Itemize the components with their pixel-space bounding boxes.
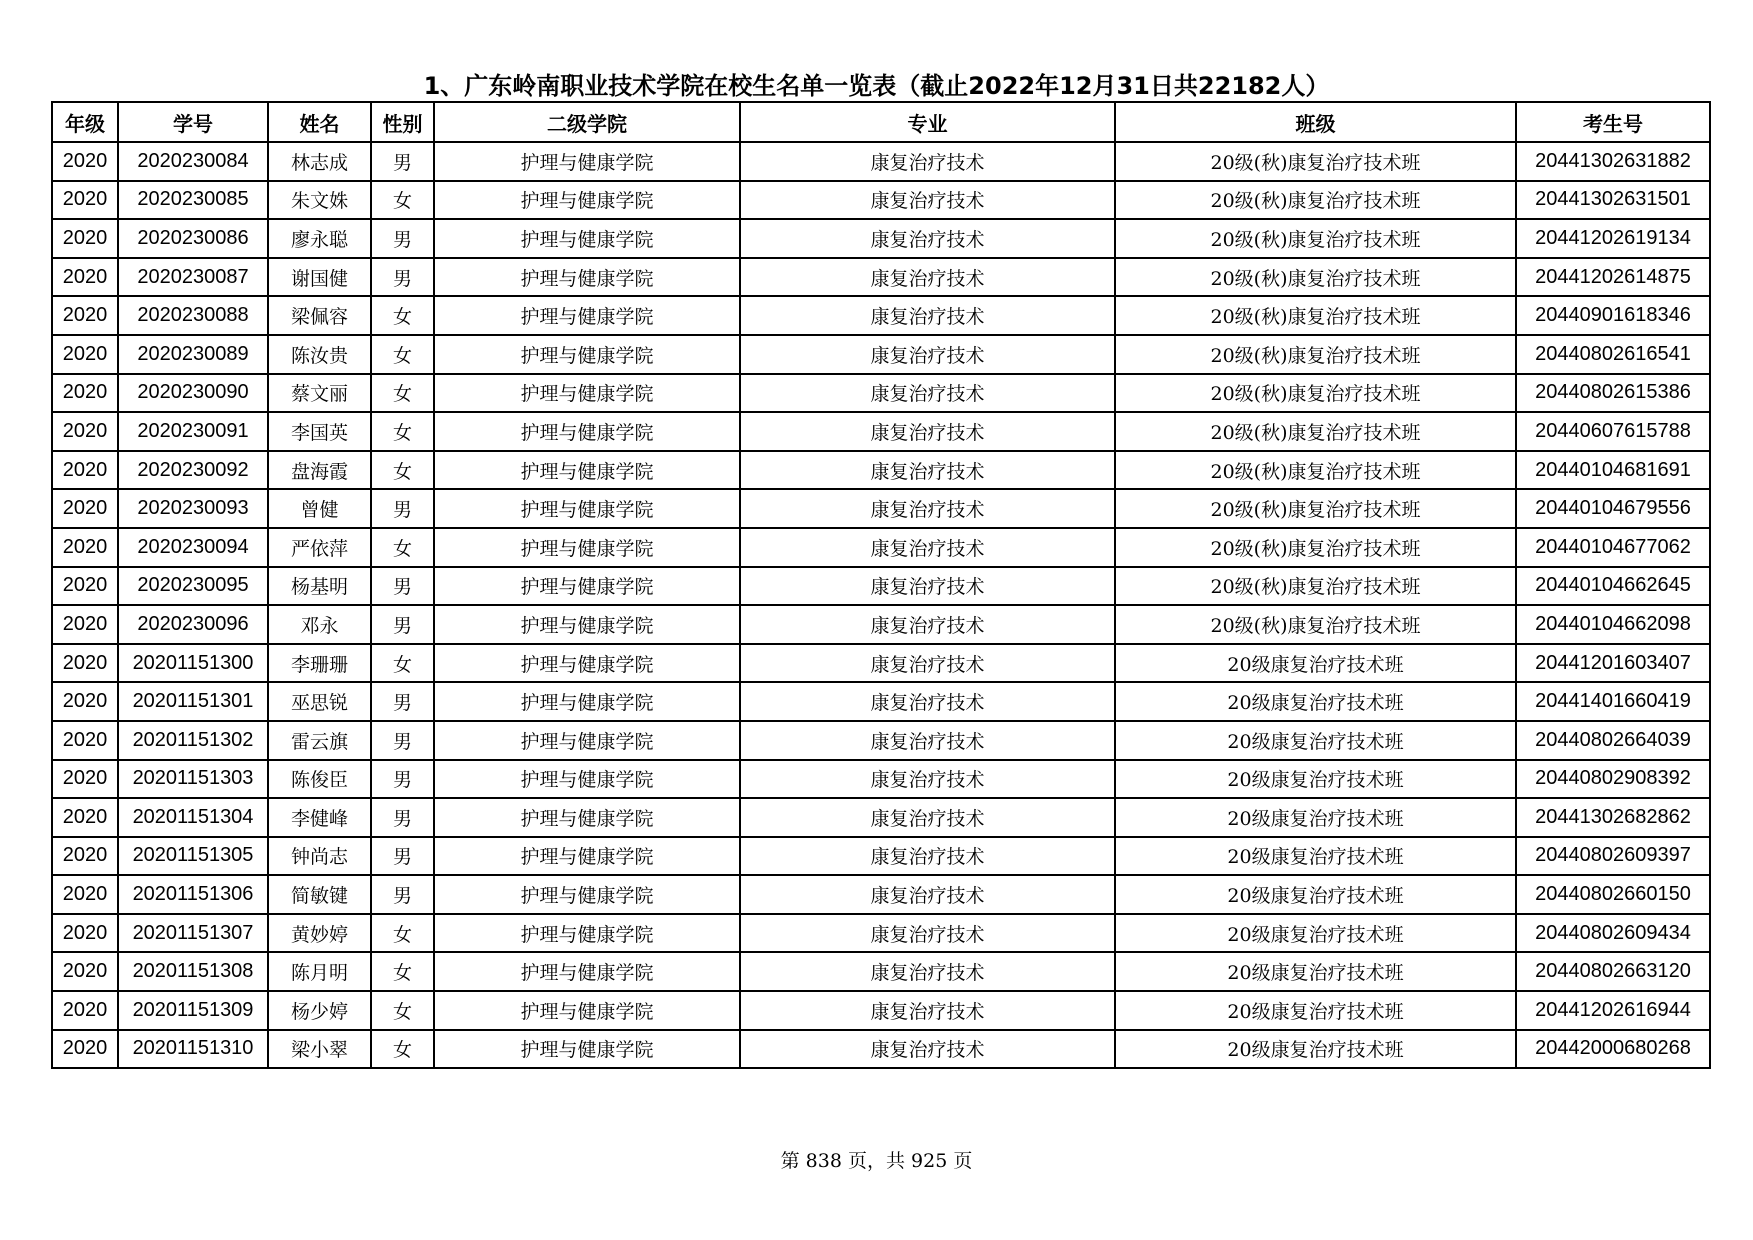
gender-cell: 女 bbox=[371, 528, 434, 567]
gender-cell: 女 bbox=[371, 181, 434, 220]
student-id-cell: 20201151304 bbox=[118, 798, 268, 837]
class-cell: 20级康复治疗技术班 bbox=[1115, 991, 1516, 1030]
major-cell: 康复治疗技术 bbox=[740, 142, 1115, 181]
name-cell: 盘海霞 bbox=[268, 451, 371, 490]
name-cell: 梁佩容 bbox=[268, 296, 371, 335]
gender-cell: 男 bbox=[371, 875, 434, 914]
name-cell: 朱文姝 bbox=[268, 181, 371, 220]
gender-cell: 女 bbox=[371, 952, 434, 991]
exam-number-cell: 20441202616944 bbox=[1516, 991, 1710, 1030]
student-id-cell: 20201151303 bbox=[118, 760, 268, 799]
name-cell: 巫思锐 bbox=[268, 682, 371, 721]
exam-number-cell: 20440802609434 bbox=[1516, 914, 1710, 953]
name-cell: 陈俊臣 bbox=[268, 760, 371, 799]
class-cell: 20级(秋)康复治疗技术班 bbox=[1115, 296, 1516, 335]
name-cell: 曾健 bbox=[268, 489, 371, 528]
class-cell: 20级(秋)康复治疗技术班 bbox=[1115, 412, 1516, 451]
grade-cell: 2020 bbox=[52, 451, 118, 490]
gender-cell: 女 bbox=[371, 644, 434, 683]
name-cell: 李健峰 bbox=[268, 798, 371, 837]
name-cell: 杨少婷 bbox=[268, 991, 371, 1030]
column-header-name: 姓名 bbox=[268, 102, 371, 142]
class-cell: 20级(秋)康复治疗技术班 bbox=[1115, 528, 1516, 567]
name-cell: 邓永 bbox=[268, 605, 371, 644]
exam-number-cell: 20440802660150 bbox=[1516, 875, 1710, 914]
exam-number-cell: 20441201603407 bbox=[1516, 644, 1710, 683]
student-id-cell: 2020230089 bbox=[118, 335, 268, 374]
column-header-class: 班级 bbox=[1115, 102, 1516, 142]
grade-cell: 2020 bbox=[52, 296, 118, 335]
student-id-cell: 20201151300 bbox=[118, 644, 268, 683]
gender-cell: 女 bbox=[371, 374, 434, 413]
grade-cell: 2020 bbox=[52, 181, 118, 220]
name-cell: 雷云旗 bbox=[268, 721, 371, 760]
student-id-cell: 2020230088 bbox=[118, 296, 268, 335]
grade-cell: 2020 bbox=[52, 528, 118, 567]
gender-cell: 男 bbox=[371, 798, 434, 837]
grade-cell: 2020 bbox=[52, 219, 118, 258]
exam-number-cell: 20440104677062 bbox=[1516, 528, 1710, 567]
grade-cell: 2020 bbox=[52, 875, 118, 914]
class-cell: 20级(秋)康复治疗技术班 bbox=[1115, 605, 1516, 644]
student-id-cell: 2020230091 bbox=[118, 412, 268, 451]
table-row bbox=[52, 644, 1710, 683]
gender-cell: 女 bbox=[371, 914, 434, 953]
gender-cell: 男 bbox=[371, 219, 434, 258]
major-cell: 康复治疗技术 bbox=[740, 644, 1115, 683]
name-cell: 钟尚志 bbox=[268, 837, 371, 876]
table-row bbox=[52, 489, 1710, 528]
column-header-exam-number: 考生号 bbox=[1516, 102, 1710, 142]
grade-cell: 2020 bbox=[52, 567, 118, 606]
table-row bbox=[52, 991, 1710, 1030]
class-cell: 20级(秋)康复治疗技术班 bbox=[1115, 451, 1516, 490]
exam-number-cell: 20440901618346 bbox=[1516, 296, 1710, 335]
student-id-cell: 2020230092 bbox=[118, 451, 268, 490]
major-cell: 康复治疗技术 bbox=[740, 798, 1115, 837]
exam-number-cell: 20440802609397 bbox=[1516, 837, 1710, 876]
gender-cell: 男 bbox=[371, 721, 434, 760]
name-cell: 谢国健 bbox=[268, 258, 371, 297]
student-id-cell: 2020230084 bbox=[118, 142, 268, 181]
class-cell: 20级(秋)康复治疗技术班 bbox=[1115, 567, 1516, 606]
college-cell: 护理与健康学院 bbox=[434, 837, 740, 876]
exam-number-cell: 20440802908392 bbox=[1516, 760, 1710, 799]
exam-number-cell: 20440104662098 bbox=[1516, 605, 1710, 644]
table-row bbox=[52, 721, 1710, 760]
major-cell: 康复治疗技术 bbox=[740, 991, 1115, 1030]
grade-cell: 2020 bbox=[52, 412, 118, 451]
grade-cell: 2020 bbox=[52, 258, 118, 297]
gender-cell: 男 bbox=[371, 605, 434, 644]
table-row bbox=[52, 296, 1710, 335]
exam-number-cell: 20441202614875 bbox=[1516, 258, 1710, 297]
grade-cell: 2020 bbox=[52, 721, 118, 760]
exam-number-cell: 20441302682862 bbox=[1516, 798, 1710, 837]
major-cell: 康复治疗技术 bbox=[740, 451, 1115, 490]
major-cell: 康复治疗技术 bbox=[740, 721, 1115, 760]
major-cell: 康复治疗技术 bbox=[740, 296, 1115, 335]
name-cell: 廖永聪 bbox=[268, 219, 371, 258]
major-cell: 康复治疗技术 bbox=[740, 219, 1115, 258]
college-cell: 护理与健康学院 bbox=[434, 760, 740, 799]
table-row bbox=[52, 837, 1710, 876]
exam-number-cell: 20440802664039 bbox=[1516, 721, 1710, 760]
gender-cell: 男 bbox=[371, 837, 434, 876]
college-cell: 护理与健康学院 bbox=[434, 412, 740, 451]
column-header-student-id: 学号 bbox=[118, 102, 268, 142]
gender-cell: 男 bbox=[371, 489, 434, 528]
exam-number-cell: 20440104662645 bbox=[1516, 567, 1710, 606]
class-cell: 20级康复治疗技术班 bbox=[1115, 1030, 1516, 1069]
class-cell: 20级(秋)康复治疗技术班 bbox=[1115, 181, 1516, 220]
class-cell: 20级康复治疗技术班 bbox=[1115, 875, 1516, 914]
college-cell: 护理与健康学院 bbox=[434, 875, 740, 914]
student-id-cell: 2020230085 bbox=[118, 181, 268, 220]
major-cell: 康复治疗技术 bbox=[740, 875, 1115, 914]
table-row bbox=[52, 567, 1710, 606]
grade-cell: 2020 bbox=[52, 682, 118, 721]
student-id-cell: 20201151301 bbox=[118, 682, 268, 721]
table-row bbox=[52, 682, 1710, 721]
gender-cell: 女 bbox=[371, 1030, 434, 1069]
table-row bbox=[52, 258, 1710, 297]
gender-cell: 女 bbox=[371, 335, 434, 374]
class-cell: 20级康复治疗技术班 bbox=[1115, 682, 1516, 721]
exam-number-cell: 20441401660419 bbox=[1516, 682, 1710, 721]
exam-number-cell: 20440802615386 bbox=[1516, 374, 1710, 413]
grade-cell: 2020 bbox=[52, 644, 118, 683]
column-header-grade: 年级 bbox=[52, 102, 118, 142]
student-id-cell: 20201151308 bbox=[118, 952, 268, 991]
exam-number-cell: 20441302631501 bbox=[1516, 181, 1710, 220]
major-cell: 康复治疗技术 bbox=[740, 335, 1115, 374]
grade-cell: 2020 bbox=[52, 605, 118, 644]
major-cell: 康复治疗技术 bbox=[740, 181, 1115, 220]
grade-cell: 2020 bbox=[52, 374, 118, 413]
student-id-cell: 20201151305 bbox=[118, 837, 268, 876]
college-cell: 护理与健康学院 bbox=[434, 1030, 740, 1069]
exam-number-cell: 20440104679556 bbox=[1516, 489, 1710, 528]
grade-cell: 2020 bbox=[52, 798, 118, 837]
student-id-cell: 2020230096 bbox=[118, 605, 268, 644]
class-cell: 20级康复治疗技术班 bbox=[1115, 952, 1516, 991]
table-row bbox=[52, 451, 1710, 490]
grade-cell: 2020 bbox=[52, 760, 118, 799]
class-cell: 20级(秋)康复治疗技术班 bbox=[1115, 142, 1516, 181]
name-cell: 李珊珊 bbox=[268, 644, 371, 683]
page-footer: 第 838 页，共 925 页 bbox=[780, 1150, 973, 1172]
major-cell: 康复治疗技术 bbox=[740, 258, 1115, 297]
gender-cell: 女 bbox=[371, 451, 434, 490]
major-cell: 康复治疗技术 bbox=[740, 837, 1115, 876]
name-cell: 黄妙婷 bbox=[268, 914, 371, 953]
exam-number-cell: 20442000680268 bbox=[1516, 1030, 1710, 1069]
college-cell: 护理与健康学院 bbox=[434, 991, 740, 1030]
major-cell: 康复治疗技术 bbox=[740, 374, 1115, 413]
college-cell: 护理与健康学院 bbox=[434, 374, 740, 413]
gender-cell: 女 bbox=[371, 412, 434, 451]
student-id-cell: 2020230095 bbox=[118, 567, 268, 606]
name-cell: 陈月明 bbox=[268, 952, 371, 991]
gender-cell: 女 bbox=[371, 991, 434, 1030]
grade-cell: 2020 bbox=[52, 142, 118, 181]
table-row bbox=[52, 181, 1710, 220]
gender-cell: 男 bbox=[371, 567, 434, 606]
exam-number-cell: 20440802616541 bbox=[1516, 335, 1710, 374]
class-cell: 20级(秋)康复治疗技术班 bbox=[1115, 374, 1516, 413]
college-cell: 护理与健康学院 bbox=[434, 952, 740, 991]
exam-number-cell: 20441202619134 bbox=[1516, 219, 1710, 258]
college-cell: 护理与健康学院 bbox=[434, 644, 740, 683]
college-cell: 护理与健康学院 bbox=[434, 914, 740, 953]
college-cell: 护理与健康学院 bbox=[434, 142, 740, 181]
class-cell: 20级康复治疗技术班 bbox=[1115, 798, 1516, 837]
table-row bbox=[52, 760, 1710, 799]
college-cell: 护理与健康学院 bbox=[434, 219, 740, 258]
grade-cell: 2020 bbox=[52, 991, 118, 1030]
table-row bbox=[52, 219, 1710, 258]
gender-cell: 男 bbox=[371, 258, 434, 297]
header-row bbox=[52, 102, 1710, 142]
name-cell: 杨基明 bbox=[268, 567, 371, 606]
major-cell: 康复治疗技术 bbox=[740, 1030, 1115, 1069]
college-cell: 护理与健康学院 bbox=[434, 489, 740, 528]
student-id-cell: 2020230093 bbox=[118, 489, 268, 528]
major-cell: 康复治疗技术 bbox=[740, 605, 1115, 644]
exam-number-cell: 20441302631882 bbox=[1516, 142, 1710, 181]
exam-number-cell: 20440802663120 bbox=[1516, 952, 1710, 991]
grade-cell: 2020 bbox=[52, 489, 118, 528]
student-id-cell: 20201151302 bbox=[118, 721, 268, 760]
class-cell: 20级康复治疗技术班 bbox=[1115, 760, 1516, 799]
student-id-cell: 20201151307 bbox=[118, 914, 268, 953]
college-cell: 护理与健康学院 bbox=[434, 451, 740, 490]
student-id-cell: 20201151309 bbox=[118, 991, 268, 1030]
exam-number-cell: 20440104681691 bbox=[1516, 451, 1710, 490]
college-cell: 护理与健康学院 bbox=[434, 605, 740, 644]
table-row bbox=[52, 914, 1710, 953]
gender-cell: 男 bbox=[371, 682, 434, 721]
exam-number-cell: 20440607615788 bbox=[1516, 412, 1710, 451]
major-cell: 康复治疗技术 bbox=[740, 567, 1115, 606]
column-header-college: 二级学院 bbox=[434, 102, 740, 142]
grade-cell: 2020 bbox=[52, 952, 118, 991]
class-cell: 20级(秋)康复治疗技术班 bbox=[1115, 258, 1516, 297]
student-id-cell: 20201151306 bbox=[118, 875, 268, 914]
grade-cell: 2020 bbox=[52, 1030, 118, 1069]
major-cell: 康复治疗技术 bbox=[740, 952, 1115, 991]
table-row bbox=[52, 374, 1710, 413]
name-cell: 简敏键 bbox=[268, 875, 371, 914]
name-cell: 李国英 bbox=[268, 412, 371, 451]
name-cell: 林志成 bbox=[268, 142, 371, 181]
major-cell: 康复治疗技术 bbox=[740, 528, 1115, 567]
table-row bbox=[52, 605, 1710, 644]
page-title: 1、广东岭南职业技术学院在校生名单一览表（截止2022年12月31日共22182人） bbox=[423, 72, 1330, 100]
class-cell: 20级(秋)康复治疗技术班 bbox=[1115, 219, 1516, 258]
table-row bbox=[52, 1030, 1710, 1069]
gender-cell: 女 bbox=[371, 296, 434, 335]
student-id-cell: 2020230094 bbox=[118, 528, 268, 567]
college-cell: 护理与健康学院 bbox=[434, 335, 740, 374]
class-cell: 20级康复治疗技术班 bbox=[1115, 721, 1516, 760]
table-row bbox=[52, 142, 1710, 181]
college-cell: 护理与健康学院 bbox=[434, 798, 740, 837]
major-cell: 康复治疗技术 bbox=[740, 760, 1115, 799]
college-cell: 护理与健康学院 bbox=[434, 567, 740, 606]
student-id-cell: 2020230087 bbox=[118, 258, 268, 297]
gender-cell: 男 bbox=[371, 142, 434, 181]
table-row bbox=[52, 528, 1710, 567]
name-cell: 陈汝贵 bbox=[268, 335, 371, 374]
class-cell: 20级康复治疗技术班 bbox=[1115, 644, 1516, 683]
gender-cell: 男 bbox=[371, 760, 434, 799]
column-header-gender: 性别 bbox=[371, 102, 434, 142]
student-table bbox=[51, 101, 1711, 1069]
column-header-major: 专业 bbox=[740, 102, 1115, 142]
class-cell: 20级(秋)康复治疗技术班 bbox=[1115, 489, 1516, 528]
class-cell: 20级(秋)康复治疗技术班 bbox=[1115, 335, 1516, 374]
major-cell: 康复治疗技术 bbox=[740, 914, 1115, 953]
grade-cell: 2020 bbox=[52, 837, 118, 876]
class-cell: 20级康复治疗技术班 bbox=[1115, 837, 1516, 876]
student-id-cell: 2020230086 bbox=[118, 219, 268, 258]
name-cell: 蔡文丽 bbox=[268, 374, 371, 413]
major-cell: 康复治疗技术 bbox=[740, 682, 1115, 721]
table-row bbox=[52, 952, 1710, 991]
name-cell: 梁小翠 bbox=[268, 1030, 371, 1069]
college-cell: 护理与健康学院 bbox=[434, 181, 740, 220]
class-cell: 20级康复治疗技术班 bbox=[1115, 914, 1516, 953]
table-row bbox=[52, 412, 1710, 451]
table-row bbox=[52, 875, 1710, 914]
major-cell: 康复治疗技术 bbox=[740, 412, 1115, 451]
college-cell: 护理与健康学院 bbox=[434, 296, 740, 335]
name-cell: 严依萍 bbox=[268, 528, 371, 567]
college-cell: 护理与健康学院 bbox=[434, 528, 740, 567]
college-cell: 护理与健康学院 bbox=[434, 721, 740, 760]
student-id-cell: 20201151310 bbox=[118, 1030, 268, 1069]
grade-cell: 2020 bbox=[52, 914, 118, 953]
table-row bbox=[52, 798, 1710, 837]
student-id-cell: 2020230090 bbox=[118, 374, 268, 413]
table-row bbox=[52, 335, 1710, 374]
major-cell: 康复治疗技术 bbox=[740, 489, 1115, 528]
college-cell: 护理与健康学院 bbox=[434, 258, 740, 297]
grade-cell: 2020 bbox=[52, 335, 118, 374]
college-cell: 护理与健康学院 bbox=[434, 682, 740, 721]
